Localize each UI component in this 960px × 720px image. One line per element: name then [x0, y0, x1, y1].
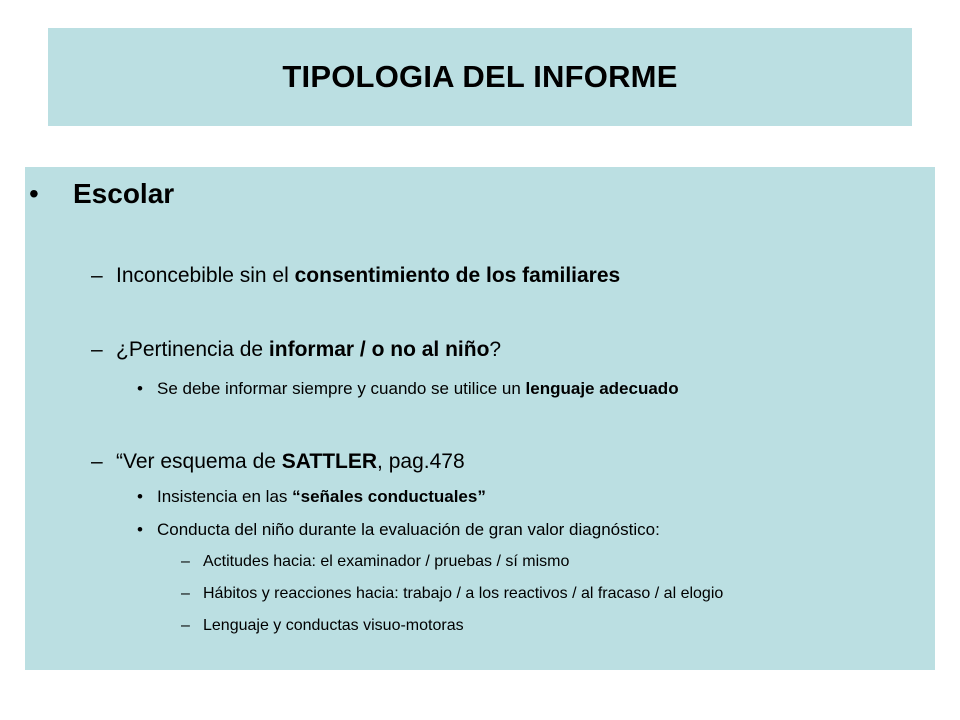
content-panel [25, 167, 935, 670]
item-visuo-motoras: Lenguaje y conductas visuo-motoras [203, 617, 464, 634]
item-lenguaje-adecuado-text: Se debe informar siempre y cuando se utilice un [157, 379, 526, 398]
bullet-marker: • [137, 379, 143, 398]
dash-marker: – [181, 553, 190, 570]
item-sattler-bold: SATTLER [281, 450, 378, 473]
item-senales-bold: “señales conductuales” [292, 487, 486, 506]
item-pertinencia-text: ¿Pertinencia de [116, 338, 269, 361]
item-pertinencia-bold: informar / o no al niño [268, 338, 490, 361]
item-senales [157, 487, 486, 507]
item-lenguaje-adecuado [157, 379, 679, 399]
item-consentimiento [116, 264, 620, 288]
dash-marker: – [181, 585, 190, 602]
title-banner [48, 28, 912, 126]
item-pertinencia [116, 338, 501, 362]
item-sattler-text: “Ver esquema de [116, 450, 282, 473]
bullet-marker: • [29, 178, 39, 209]
slide-title: TIPOLOGIA DEL INFORME [282, 59, 678, 94]
bullet-marker: • [137, 520, 143, 539]
item-actitudes: Actitudes hacia: el examinador / pruebas / sí mismo [203, 553, 570, 570]
item-consentimiento-text: Inconcebible sin el [116, 264, 295, 287]
heading-escolar: Escolar [73, 178, 175, 209]
item-sattler-suffix: , pag.478 [377, 450, 465, 473]
item-pertinencia-suffix: ? [489, 338, 502, 361]
dash-marker: – [91, 450, 103, 473]
item-conducta: Conducta del niño durante la evaluación de gran valor diagnóstico: [157, 520, 660, 539]
item-habitos: Hábitos y reacciones hacia: trabajo / a los reactivos / al fracaso / al elogio [203, 585, 724, 602]
dash-marker: – [91, 338, 103, 361]
dash-marker: – [181, 617, 190, 634]
item-senales-text: Insistencia en las [157, 487, 293, 506]
item-sattler [116, 450, 465, 474]
dash-marker: – [91, 264, 103, 287]
bullet-marker: • [137, 487, 143, 506]
item-lenguaje-adecuado-bold: lenguaje adecuado [525, 379, 679, 398]
item-consentimiento-bold: consentimiento de los familiares [294, 264, 621, 287]
